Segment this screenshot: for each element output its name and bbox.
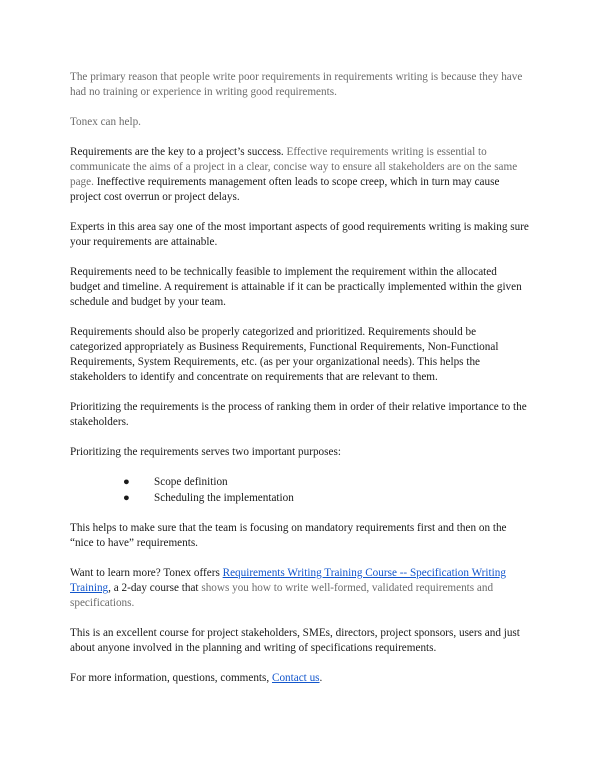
purposes-list xyxy=(70,475,530,506)
categorized-paragraph: Requirements should also be properly categorized and prioritized. Requirements should be categorized appropriately as Business Requirements, Functional Requirements, Non-Functional Requirements, System Requirements, etc. (as per your organizational needs). This helps the stakeholders to identify and concentrate on requirements that are relevant to them. xyxy=(70,326,499,383)
learn-more-text: Want to learn more? Tonex offers xyxy=(70,567,223,579)
prioritizing-definition-paragraph: Prioritizing the requirements is the process of ranking them in order of their relative importance to the stakeholders. xyxy=(70,401,527,428)
tonex-can-help-paragraph: Tonex can help. xyxy=(70,116,141,128)
course-duration-text: , a 2-day course that xyxy=(108,582,202,594)
mandatory-paragraph: This helps to make sure that the team is focusing on mandatory requirements first and then on the “nice to have” requirements. xyxy=(70,522,507,549)
purposes-paragraph: Prioritizing the requirements serves two important purposes: xyxy=(70,446,341,458)
bullet-icon: ● xyxy=(123,476,130,488)
intro-paragraph: The primary reason that people write poor requirements in requirements writing is because they have had no training or experience in writing good requirements. xyxy=(70,71,523,98)
list-item xyxy=(70,475,530,490)
audience-paragraph: This is an excellent course for project stakeholders, SMEs, directors, project sponsors, users and just about anyone involved in the planning and writing of specifications requirements. xyxy=(70,627,520,654)
course-link[interactable]: Requirements Writing Training Course -- Specification Writing Training xyxy=(70,567,506,594)
experts-paragraph: Experts in this area say one of the most important aspects of good requirements writing is making sure your requirements are attainable. xyxy=(70,221,529,248)
list-item-label: Scope definition xyxy=(154,476,228,488)
contact-paragraph xyxy=(70,671,530,686)
feasible-paragraph: Requirements need to be technically feasible to implement the requirement within the allocated budget and timeline. A requirement is attainable if it can be practically implemented within the given schedule and budget by your team. xyxy=(70,266,522,308)
contact-period: . xyxy=(319,672,323,684)
list-item-label: Scheduling the implementation xyxy=(154,492,294,504)
course-description-text: shows you how to write well-formed, validated requirements and specifications. xyxy=(70,582,494,609)
list-item xyxy=(70,491,530,506)
key-to-success-paragraph xyxy=(70,145,530,205)
key-to-success-text: Requirements are the key to a project’s success. xyxy=(70,146,287,158)
contact-text: For more information, questions, comments, xyxy=(70,672,272,684)
learn-more-paragraph xyxy=(70,566,530,611)
bullet-icon: ● xyxy=(123,492,130,504)
document-page xyxy=(70,70,530,701)
effective-writing-text: Effective requirements writing is essential to communicate the aims of a project in a clear, concise way to ensure all stakeholders are on the same page. xyxy=(70,146,518,188)
ineffective-management-text: Ineffective requirements management often leads to scope creep, which in turn may cause project cost overrun or project delays. xyxy=(70,176,500,203)
contact-us-link[interactable]: Contact us xyxy=(271,672,320,684)
